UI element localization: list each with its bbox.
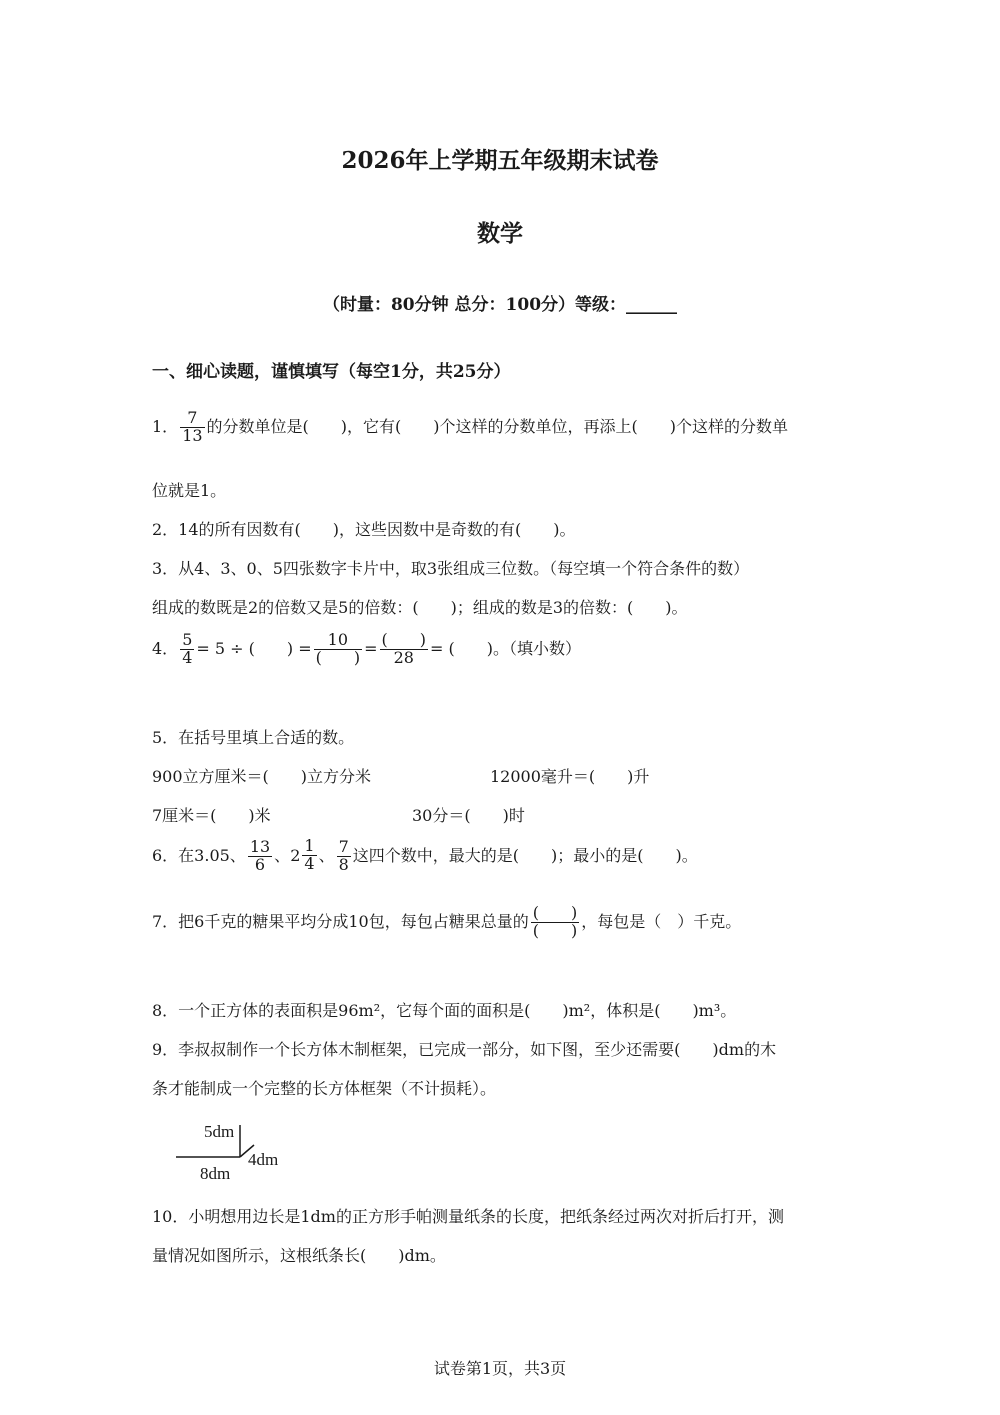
question-6-start: 6．在3.05、 xyxy=(152,845,246,865)
question-7-end: ，每包是（ ）千克。 xyxy=(581,911,742,931)
question-1-number: 1． xyxy=(152,416,179,436)
question-1 xyxy=(152,410,788,445)
question-7-fraction: $\frac{( )}{( )}$ xyxy=(532,903,578,940)
question-4-expression-1: = 5 ÷ ( ) = xyxy=(196,638,312,658)
question-8: 8．一个正方体的表面积是96m²，它每个面的面积是( )m²，体积是( )m³。 xyxy=(152,1001,737,1020)
figure-height-label: 5dm xyxy=(204,1122,235,1141)
exam-info: （时量：80分钟 总分：100分）等级：______ xyxy=(322,295,678,315)
question-2: 2．14的所有因数有( )，这些因数中是奇数的有( )。 xyxy=(152,520,576,539)
question-7 xyxy=(152,905,741,940)
section-1-heading: 一、细心读题，谨慎填写（每空1分，共25分） xyxy=(152,362,511,382)
question-6 xyxy=(152,838,698,874)
question-4-fraction-3: $\frac{( )}{28}$ xyxy=(381,630,427,667)
question-4-fraction-1: $\frac{5}{4}$ xyxy=(182,630,193,667)
subject-title: 数学 xyxy=(477,220,523,247)
question-1-line-2: 位就是1。 xyxy=(152,481,227,500)
question-4-note: 。（填小数） xyxy=(493,638,582,658)
exam-title: 2026年上学期五年级期末试卷 xyxy=(341,147,659,174)
question-9: 9．李叔叔制作一个长方体木制框架，已完成一部分，如下图，至少还需要( )dm的木 xyxy=(152,1040,777,1059)
question-10: 10．小明想用边长是1dm的正方形手帕测量纸条的长度，把纸条经过两次对折后打开，测 xyxy=(152,1207,784,1226)
question-4-expression-3: = ( ) xyxy=(430,638,493,658)
question-3: 3．从4、3、0、5四张数字卡片中，取3张组成三位数。（每空填一个符合条件的数） xyxy=(152,559,750,578)
question-5: 5．在括号里填上合适的数。 xyxy=(152,728,355,747)
question-6-end: 这四个数中，最大的是( )；最小的是( )。 xyxy=(352,845,698,865)
question-5-item-d: 30分＝( )时 xyxy=(412,806,525,825)
page-footer: 试卷第1页，共3页 xyxy=(433,1359,567,1378)
question-7-start: 7．把6千克的糖果平均分成10包，每包占糖果总量的 xyxy=(152,911,529,931)
question-5-item-a: 900立方厘米＝( )立方分米 xyxy=(152,767,372,786)
question-4-number: 4． xyxy=(152,638,179,658)
question-1-text: 的分数单位是( )，它有( )个这样的分数单位，再添上( )个这样的分数单 xyxy=(206,416,789,436)
question-6-separator: 、 xyxy=(274,845,291,865)
question-5-item-c: 7厘米＝( )米 xyxy=(152,806,271,825)
figure-width-label: 4dm xyxy=(248,1150,279,1169)
question-10-line-2: 量情况如图所示，这根纸条长( )dm。 xyxy=(152,1246,446,1265)
question-4-fraction-2: $\frac{10}{( )}$ xyxy=(315,630,361,667)
question-3-line-2: 组成的数既是2的倍数又是5的倍数：( )；组成的数是3的倍数：( )。 xyxy=(152,598,688,617)
question-6-separator: 、 xyxy=(318,845,335,865)
question-5-item-b: 12000毫升＝( )升 xyxy=(490,767,650,786)
figure-length-label: 8dm xyxy=(200,1164,231,1183)
question-6-fraction-3: $\frac{7}{8}$ xyxy=(338,837,349,874)
cuboid-frame-figure xyxy=(168,1115,298,1185)
question-4-equals: = xyxy=(364,638,378,658)
question-6-mixed-number: 2 $\frac{1}{4}$ xyxy=(290,836,315,873)
question-1-fraction: $\frac{7}{13}$ xyxy=(182,408,203,445)
question-6-fraction-1: $\frac{13}{6}$ xyxy=(249,837,271,874)
question-9-line-2: 条才能制成一个完整的长方体框架（不计损耗）。 xyxy=(152,1079,497,1098)
question-4 xyxy=(152,632,581,667)
